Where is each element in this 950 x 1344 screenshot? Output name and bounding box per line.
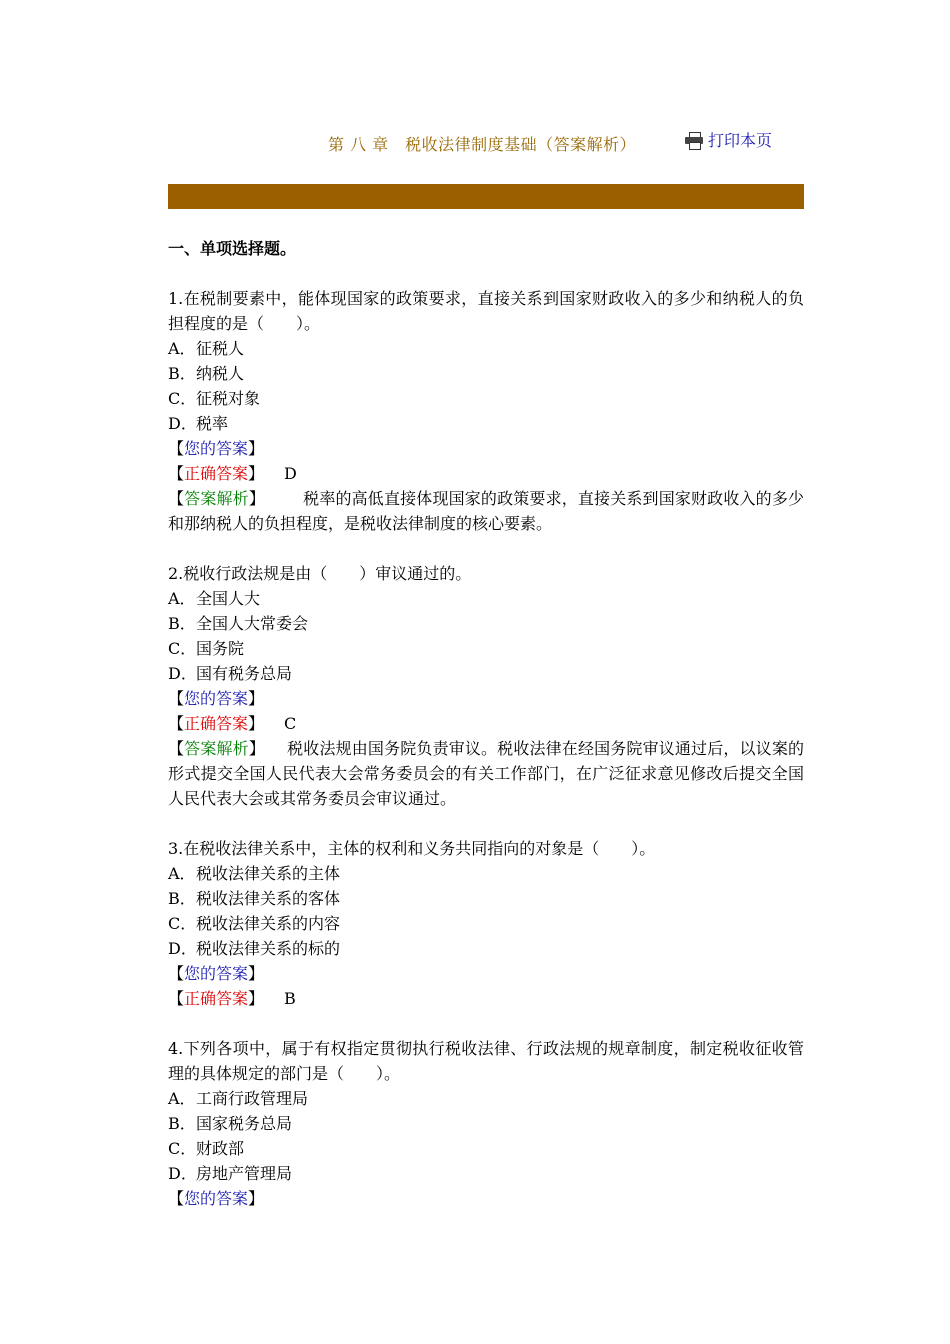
option-text: 税收法律关系的客体: [196, 889, 341, 908]
explanation-row: [168, 736, 804, 811]
your-answer-row: [168, 961, 804, 986]
question-stem: 4.下列各项中，属于有权指定贯彻执行税收法律、行政法规的规章制度，制定税收征收管理的具体规定的部门是（ ）。: [168, 1039, 804, 1083]
correct-answer-row: [168, 711, 804, 736]
option-b[interactable]: [168, 886, 804, 911]
option-d[interactable]: [168, 411, 804, 436]
option-letter: B．: [168, 614, 196, 633]
option-letter: C．: [168, 389, 197, 408]
option-a[interactable]: [168, 586, 804, 611]
option-a[interactable]: [168, 1086, 804, 1111]
option-letter: D．: [168, 1164, 197, 1183]
bracket: 【: [168, 489, 185, 508]
option-c[interactable]: [168, 1136, 804, 1161]
bracket: 【: [168, 689, 185, 708]
option-text: 房地产管理局: [196, 1164, 293, 1183]
option-text: 工商行政管理局: [196, 1089, 309, 1108]
option-text: 国有税务总局: [196, 664, 293, 683]
correct-answer-value: B: [284, 989, 296, 1008]
explanation-label: 答案解析: [184, 739, 249, 758]
option-b[interactable]: [168, 611, 804, 636]
your-answer-row: [168, 436, 804, 461]
option-c[interactable]: [168, 386, 804, 411]
question-stem: 2.税收行政法规是由（ ）审议通过的。: [168, 564, 472, 583]
option-letter: A．: [168, 339, 196, 358]
option-text: 全国人大常委会: [196, 614, 309, 633]
your-answer-label: 您的答案: [184, 1189, 249, 1208]
option-letter: C．: [168, 1139, 197, 1158]
option-text: 征税对象: [196, 389, 261, 408]
section-title: 一、单项选择题。: [168, 239, 297, 258]
bracket: 】: [248, 689, 265, 708]
bracket: 【: [168, 1189, 185, 1208]
question-3: [168, 836, 804, 1011]
option-text: 国家税务总局: [196, 1114, 293, 1133]
explanation-text: 税率的高低直接体现国家的政策要求，直接关系到国家财政收入的多少和那纳税人的负担程度，是税收法律制度的核心要素。: [168, 489, 804, 533]
bracket: 【: [168, 714, 185, 733]
bracket: 】: [248, 489, 265, 508]
option-d[interactable]: [168, 936, 804, 961]
bracket: 】: [248, 739, 265, 758]
option-letter: A．: [168, 864, 196, 883]
option-letter: D．: [168, 414, 197, 433]
option-c[interactable]: [168, 636, 804, 661]
question-stem: 1.在税制要素中，能体现国家的政策要求，直接关系到国家财政收入的多少和纳税人的负担程度的是（ ）。: [168, 289, 804, 333]
explanation-label: 答案解析: [184, 489, 249, 508]
bracket: 【: [168, 464, 185, 483]
your-answer-label: 您的答案: [184, 439, 249, 458]
option-a[interactable]: [168, 336, 804, 361]
option-text: 国务院: [196, 639, 245, 658]
option-c[interactable]: [168, 911, 804, 936]
question-2: [168, 561, 804, 811]
option-letter: C．: [168, 639, 197, 658]
option-text: 税率: [196, 414, 229, 433]
correct-answer-label: 正确答案: [184, 989, 249, 1008]
question-4: [168, 1036, 804, 1211]
correct-answer-value: D: [284, 464, 297, 483]
bracket: 】: [248, 464, 265, 483]
option-text: 税收法律关系的内容: [196, 914, 341, 933]
printer-icon[interactable]: [684, 132, 704, 148]
correct-answer-row: [168, 461, 804, 486]
bracket: 【: [168, 989, 185, 1008]
bracket: 【: [168, 739, 185, 758]
option-b[interactable]: [168, 361, 804, 386]
option-text: 纳税人: [196, 364, 245, 383]
option-d[interactable]: [168, 1161, 804, 1186]
option-text: 税收法律关系的标的: [196, 939, 341, 958]
your-answer-label: 您的答案: [184, 964, 249, 983]
bracket: 【: [168, 439, 185, 458]
option-text: 税收法律关系的主体: [196, 864, 341, 883]
content: [168, 236, 804, 1211]
bracket: 】: [248, 439, 265, 458]
print-button[interactable]: [684, 128, 772, 151]
option-letter: B．: [168, 1114, 196, 1133]
question-1: [168, 286, 804, 536]
correct-answer-row: [168, 986, 804, 1011]
header: [168, 128, 804, 158]
correct-answer-value: C: [284, 714, 297, 733]
your-answer-label: 您的答案: [184, 689, 249, 708]
print-link[interactable]: 打印本页: [708, 131, 773, 150]
option-text: 征税人: [196, 339, 245, 358]
page-title: 第 八 章 税收法律制度基础（答案解析）: [328, 135, 637, 154]
option-letter: A．: [168, 1089, 196, 1108]
explanation-text: 税收法规由国务院负责审议。税收法律在经国务院审议通过后，以议案的形式提交全国人民代表大会常务委员会的有关工作部门，在广泛征求意见修改后提交全国人民代表大会或其常务委员会审议通过。: [168, 739, 804, 808]
correct-answer-label: 正确答案: [184, 464, 249, 483]
option-letter: D．: [168, 664, 197, 683]
explanation-row: [168, 486, 804, 536]
your-answer-row: [168, 686, 804, 711]
header-divider-bar: [168, 184, 804, 209]
option-letter: A．: [168, 589, 196, 608]
option-letter: C．: [168, 914, 197, 933]
option-text: 全国人大: [196, 589, 261, 608]
option-d[interactable]: [168, 661, 804, 686]
option-letter: B．: [168, 364, 196, 383]
bracket: 】: [248, 714, 265, 733]
your-answer-row: [168, 1186, 804, 1211]
option-text: 财政部: [196, 1139, 245, 1158]
bracket: 【: [168, 964, 185, 983]
bracket: 】: [248, 964, 265, 983]
bracket: 】: [248, 1189, 265, 1208]
option-b[interactable]: [168, 1111, 804, 1136]
question-stem: 3.在税收法律关系中，主体的权利和义务共同指向的对象是（ ）。: [168, 839, 656, 858]
option-letter: D．: [168, 939, 197, 958]
option-letter: B．: [168, 889, 196, 908]
bracket: 】: [248, 989, 265, 1008]
correct-answer-label: 正确答案: [184, 714, 249, 733]
option-a[interactable]: [168, 861, 804, 886]
